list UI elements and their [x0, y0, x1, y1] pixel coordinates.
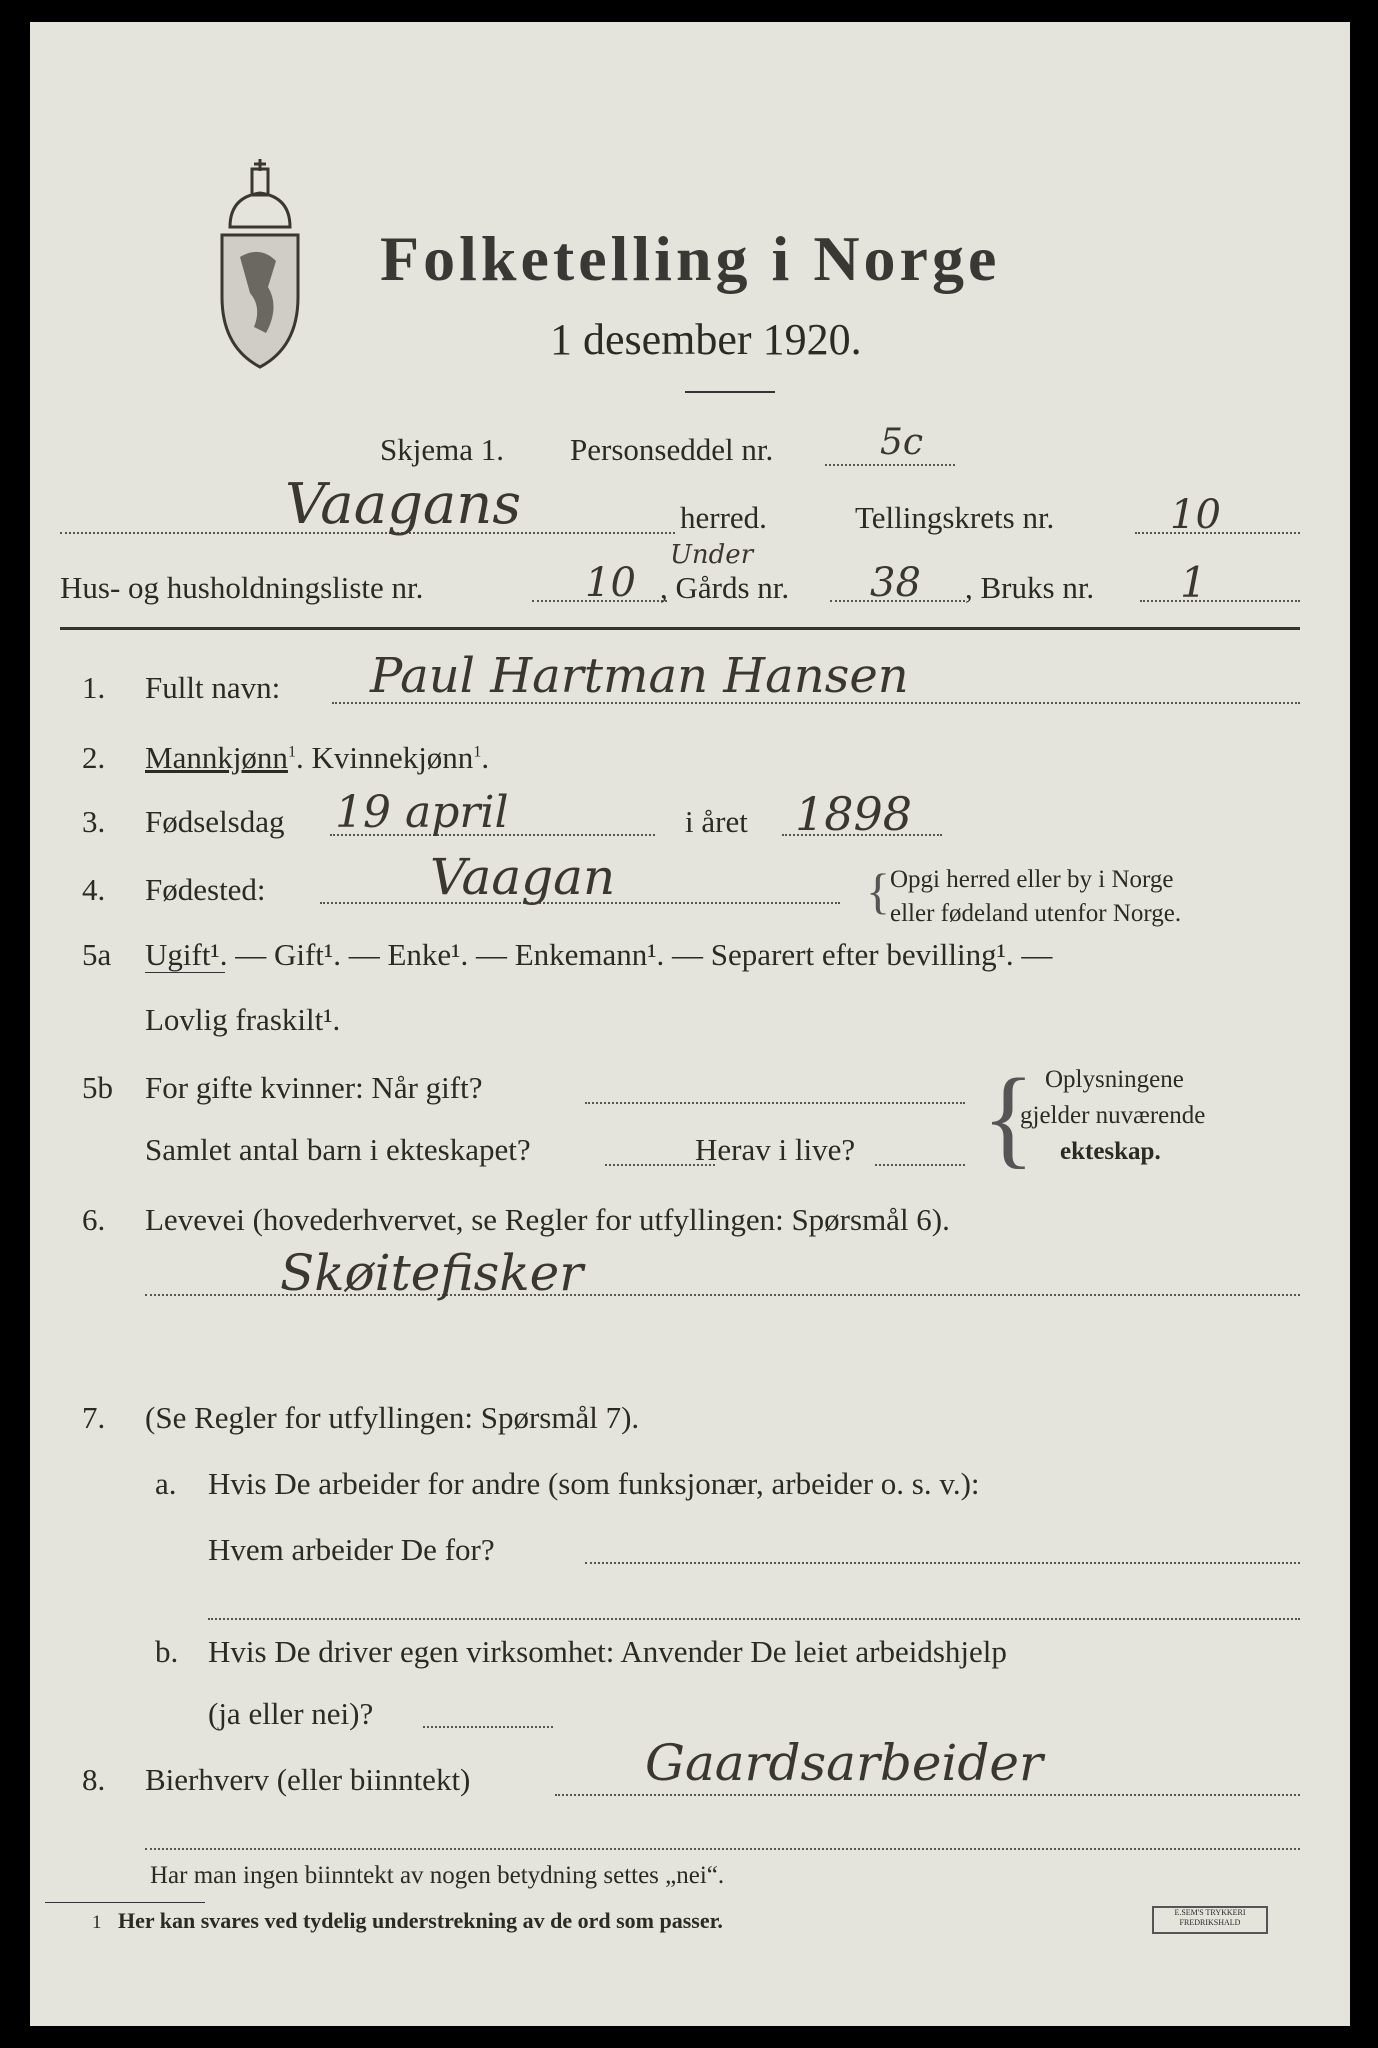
birthplace-value[interactable]: Vaagan: [430, 848, 616, 906]
hired-help-line: [423, 1726, 553, 1728]
bruks-line: [1140, 600, 1300, 602]
marital-divorced-option[interactable]: Lovlig fraskilt¹.: [145, 1002, 341, 1037]
q4-label: Fødested:: [145, 872, 266, 907]
census-date: 1 desember 1920.: [550, 315, 862, 364]
q7b-letter: b.: [155, 1634, 179, 1669]
birth-year-value[interactable]: 1898: [795, 787, 913, 841]
header-divider: [60, 627, 1300, 630]
q2-number: 2.: [82, 740, 106, 775]
bruks-value[interactable]: 1: [1180, 558, 1207, 607]
bruks-label: , Bruks nr.: [965, 570, 1095, 605]
gender-options: Mannkjønn$^1$. Kvinnekjønn$^1$.: [145, 740, 490, 775]
q7b-line-1: Hvis De driver egen virksomhet: Anvender De leiet arbeidshjelp: [208, 1634, 1007, 1669]
q5a-number: 5a: [82, 937, 112, 972]
secondary-occupation-line-2: [145, 1848, 1300, 1850]
gards-under-note[interactable]: Under: [670, 540, 754, 570]
secondary-occupation-line: [555, 1794, 1300, 1796]
gards-value[interactable]: 38: [870, 560, 921, 606]
full-name-value[interactable]: Paul Hartman Hansen: [370, 648, 909, 704]
gender-end-period: .: [481, 740, 490, 775]
year-label: i året: [685, 804, 748, 839]
birthplace-brace: {: [866, 863, 890, 919]
q5b-note-3: ekteskap.: [1060, 1138, 1161, 1165]
q7a-line-1: Hvis De arbeider for andre (som funksjonær, arbeider o. s. v.):: [208, 1466, 980, 1501]
form-title: Folketelling i Norge: [380, 223, 1001, 294]
norwegian-coat-of-arms-icon: [210, 157, 310, 377]
q5b-note-2: gjelder nuværende: [1020, 1102, 1206, 1129]
footnote-text: Her kan svares ved tydelig understrekning av de ord som passer.: [118, 1908, 723, 1933]
printer-name: E.SEM'S TRYKKERI FREDRIKSHALD: [1174, 1908, 1246, 1927]
married-when-line: [585, 1102, 965, 1104]
unmarried-underline: [145, 972, 225, 973]
q5b-note-1: Oplysningene: [1045, 1066, 1184, 1093]
person-number-line: [825, 464, 955, 466]
q7-number: 7.: [82, 1400, 106, 1435]
q5b-line-1: For gifte kvinner: Når gift?: [145, 1070, 483, 1105]
q4-number: 4.: [82, 872, 106, 907]
q3-label: Fødselsdag: [145, 804, 285, 839]
occupation-value[interactable]: Skøitefisker: [280, 1244, 584, 1302]
census-form: [30, 22, 1350, 2026]
footnote-divider: [45, 1902, 205, 1903]
birthplace-note-1: Opgi herred eller by i Norge: [890, 866, 1174, 893]
title-divider: [685, 391, 775, 393]
gender-female-option[interactable]: Kvinnekjønn: [311, 740, 474, 775]
q1-number: 1.: [82, 670, 106, 705]
q1-label: Fullt navn:: [145, 670, 281, 705]
q7b-line-2: (ja eller nei)?: [208, 1696, 374, 1731]
birthday-value[interactable]: 19 april: [335, 787, 509, 838]
person-number-value[interactable]: 5c: [880, 422, 924, 463]
secondary-occupation-value[interactable]: Gaardsarbeider: [645, 1734, 1043, 1792]
footnote-marker: 1: [287, 743, 296, 761]
q8-number: 8.: [82, 1762, 106, 1797]
municipality-value[interactable]: Vaagans: [285, 472, 522, 537]
alive-line: [875, 1164, 965, 1166]
footnote-marker: 1: [473, 743, 482, 761]
q7-label: (Se Regler for utfyllingen: Spørsmål 7).: [145, 1400, 640, 1435]
gender-male-option[interactable]: Mannkjønn: [145, 740, 288, 775]
q7a-line-2: Hvem arbeider De for?: [208, 1532, 495, 1567]
employer-line: [585, 1562, 1300, 1564]
q5b-alive-label: Herav i live?: [695, 1132, 856, 1167]
q7a-letter: a.: [155, 1466, 177, 1501]
municipality-label: herred.: [680, 500, 767, 535]
person-number-label: Personseddel nr.: [570, 432, 774, 467]
q8-label: Bierhverv (eller biinntekt): [145, 1762, 471, 1797]
footnote-number: 1: [92, 1912, 102, 1933]
q5b-number: 5b: [82, 1070, 113, 1105]
district-value[interactable]: 10: [1170, 492, 1221, 538]
employer-line-2: [208, 1618, 1300, 1620]
marital-status-options[interactable]: Ugift¹. — Gift¹. — Enke¹. — Enkemann¹. — Separert efter bevilling¹. —: [145, 937, 1053, 972]
printer-stamp: [1152, 1906, 1268, 1934]
q5b-children-label: Samlet antal barn i ekteskapet?: [145, 1132, 531, 1167]
q3-number: 3.: [82, 804, 106, 839]
household-value[interactable]: 10: [585, 560, 636, 606]
schema-label: Skjema 1.: [380, 432, 504, 467]
no-income-note: Har man ingen biinntekt av nogen betydning settes „nei“.: [150, 1862, 725, 1889]
gards-label: , Gårds nr.: [660, 570, 790, 605]
q6-label: Levevei (hovederhvervet, se Regler for utfyllingen: Spørsmål 6).: [145, 1202, 950, 1237]
birthplace-note-2: eller fødeland utenfor Norge.: [890, 900, 1182, 927]
q5b-brace: {: [982, 1056, 1035, 1178]
household-label: Hus- og husholdningsliste nr.: [60, 570, 424, 605]
q6-number: 6.: [82, 1202, 106, 1237]
district-label: Tellingskrets nr.: [855, 500, 1055, 535]
